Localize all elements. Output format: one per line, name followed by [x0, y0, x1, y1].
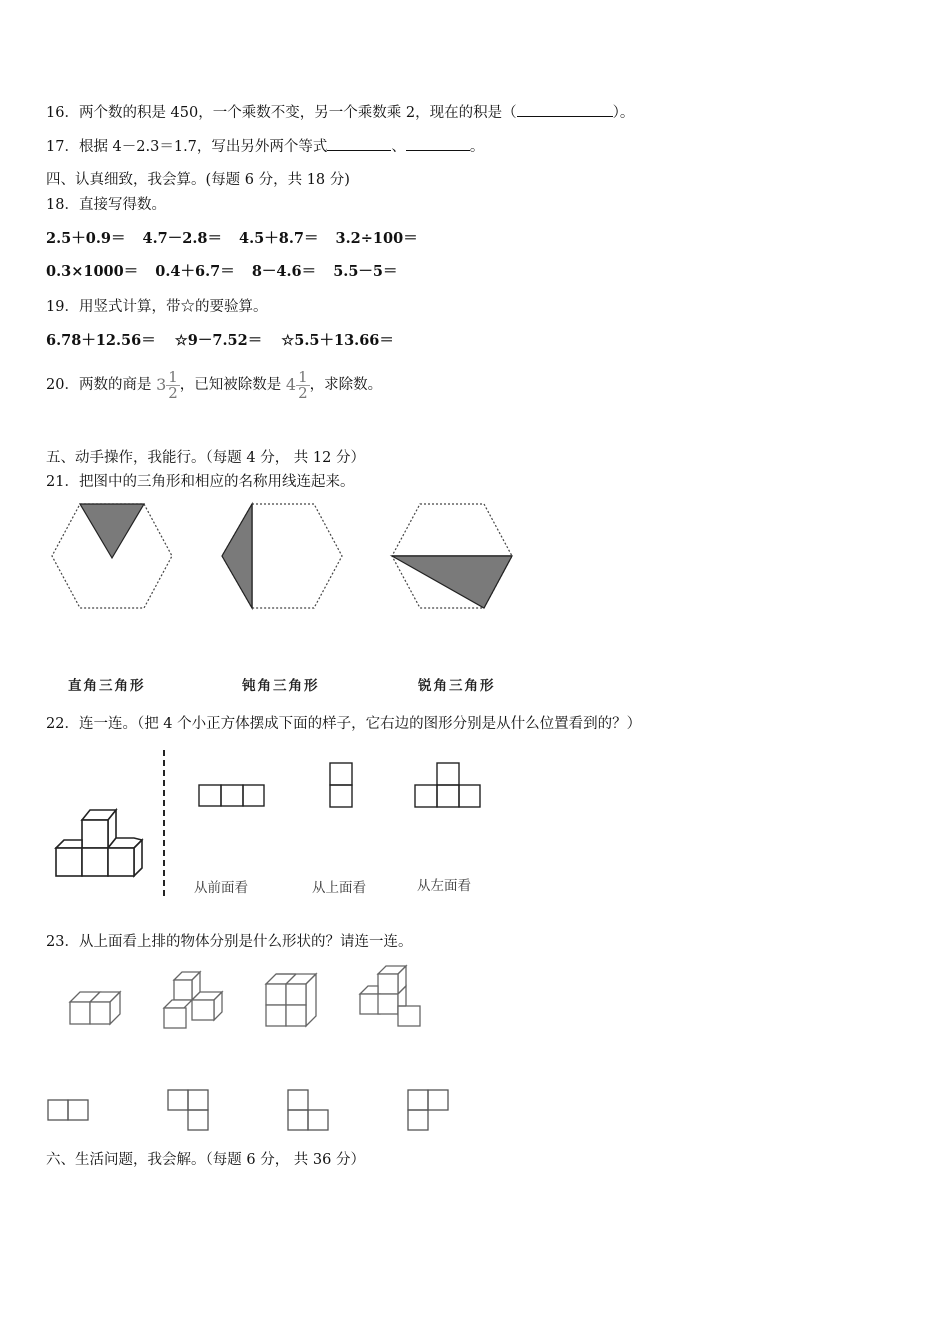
q20-quotient-fraction: [166, 367, 180, 402]
q20-prefix: 20．两数的商是: [46, 377, 152, 393]
q18-item: 5.5－5＝: [333, 263, 398, 280]
q19-item: ☆5.5＋13.66＝: [281, 332, 394, 349]
label-obtuse-triangle[interactable]: 钝角三角形: [242, 678, 320, 694]
question-20: [46, 368, 382, 402]
solid-figure-2[interactable]: [162, 970, 226, 1032]
section-6-heading: 六、生活问题，我会解。（每题 6 分， 共 36 分）: [46, 1152, 365, 1168]
top-view-option-2[interactable]: [166, 1088, 212, 1134]
label-top-view[interactable]: 从上面看: [312, 880, 366, 896]
q18-item: 4.7－2.8＝: [142, 230, 222, 247]
q20-middle: ，已知被除数是: [179, 377, 282, 393]
q16-answer-blank[interactable]: [517, 102, 613, 117]
label-acute-triangle[interactable]: 锐角三角形: [418, 678, 496, 694]
shaded-triangle: [222, 504, 252, 608]
q18-item: 0.3×1000＝: [46, 263, 139, 280]
q20-quotient-numerator: 1: [168, 367, 178, 386]
top-view-option-1[interactable]: [46, 1098, 92, 1122]
q16-text: 16．两个数的积是 450，一个乘数不变，另一个乘数乘 2，现在的积是（: [46, 105, 517, 121]
q17-end: 。: [469, 139, 485, 155]
hexagon-figure-2: [220, 500, 345, 612]
q20-quotient-whole: 3: [156, 375, 167, 394]
label-right-triangle[interactable]: 直角三角形: [68, 678, 146, 694]
hexagon-figure-1: [50, 500, 175, 612]
label-left-view[interactable]: 从左面看: [417, 878, 471, 894]
solid-figure-4[interactable]: [358, 964, 424, 1030]
q20-dividend-fraction: [296, 367, 310, 402]
q21-title: 21．把图中的三角形和相应的名称用线连起来。: [46, 474, 355, 490]
q22-title: 22．连一连。（把 4 个小正方体摆成下面的样子，它右边的图形分别是从什么位置看到的？）: [46, 716, 642, 732]
dashed-divider: [160, 750, 168, 896]
q20-dividend-numerator: 1: [298, 367, 308, 386]
q18-item: 4.5＋8.7＝: [239, 230, 319, 247]
q20-quotient-denominator: 2: [168, 383, 178, 402]
label-front-view[interactable]: 从前面看: [194, 880, 248, 896]
solid-figure-3[interactable]: [264, 972, 322, 1030]
q23-title: 23．从上面看上排的物体分别是什么形状的？请连一连。: [46, 934, 413, 950]
cube-stack-figure: [52, 806, 152, 880]
q17-separator: 、: [391, 139, 406, 155]
q18-item: 0.4＋6.7＝: [155, 263, 235, 280]
q20-dividend-denominator: 2: [298, 383, 308, 402]
q18-row-2: [46, 262, 398, 282]
q19-items: [46, 331, 394, 351]
q18-item: 8－4.6＝: [251, 263, 317, 280]
q19-item: ☆9－7.52＝: [174, 332, 263, 349]
q18-item: 2.5＋0.9＝: [46, 230, 126, 247]
shaded-triangle: [80, 504, 144, 558]
section-4-heading: 四、认真细致，我会算。(每题 6 分，共 18 分): [46, 172, 350, 188]
shaded-triangle: [392, 556, 512, 608]
q19-title: 19．用竖式计算，带☆的要验算。: [46, 299, 268, 315]
solid-figure-1[interactable]: [68, 984, 124, 1028]
top-view-figure[interactable]: [329, 762, 353, 808]
q18-row-1: [46, 229, 418, 249]
q20-suffix: ，求除数。: [309, 377, 383, 393]
q16-suffix: ）。: [612, 105, 635, 121]
q17-text: 17．根据 4－2.3＝1.7，写出另外两个等式: [46, 139, 328, 155]
q20-dividend-whole: 4: [285, 375, 297, 394]
q19-item: 6.78＋12.56＝: [46, 332, 156, 349]
section-5-heading: 五、动手操作，我能行。（每题 4 分， 共 12 分）: [46, 450, 365, 466]
top-view-option-3[interactable]: [286, 1088, 332, 1134]
left-view-figure[interactable]: [414, 762, 482, 808]
top-view-option-4[interactable]: [406, 1088, 452, 1134]
front-view-figure[interactable]: [198, 784, 266, 808]
question-17: [46, 136, 484, 157]
q17-answer-blank-1[interactable]: [327, 136, 391, 151]
hexagon-figure-3: [390, 500, 515, 612]
q18-item: 3.2÷100＝: [335, 230, 418, 247]
question-16: [46, 102, 634, 123]
q17-answer-blank-2[interactable]: [406, 136, 470, 151]
q18-title: 18．直接写得数。: [46, 197, 166, 213]
